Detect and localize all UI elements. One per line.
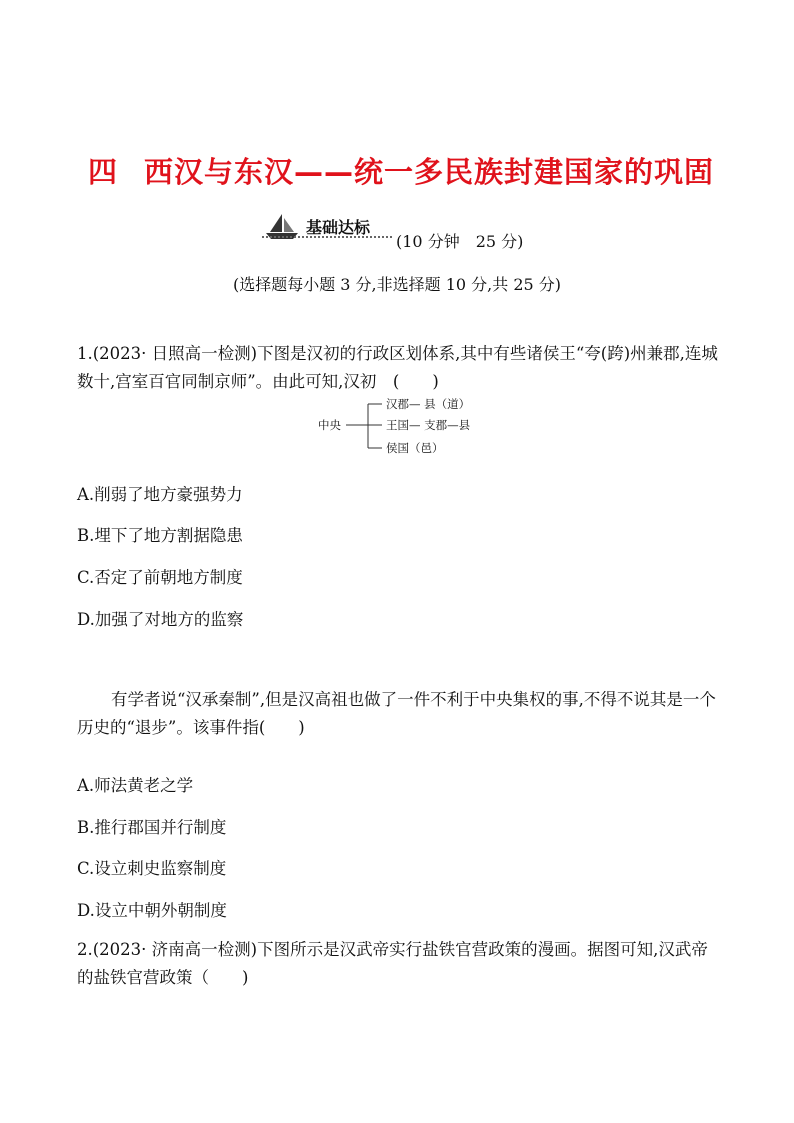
question-1-stem: 1.(2023· 日照高一检测)下图是汉初的行政区划体系,其中有些诸侯王“夸(跨)州兼郡,连城数十,宫室百官同制京师”。由此可知,汉初 ( ) [77, 344, 718, 391]
diagram-branch-marquisate: 侯国（邑） [386, 441, 444, 455]
question-1b-option-b: B.推行郡国并行制度 [77, 818, 227, 837]
question-1-option-d: D.加强了对地方的监察 [77, 610, 244, 629]
question-1-option-c: C.否定了前朝地方制度 [77, 568, 243, 587]
question-2-stem: 2.(2023· 济南高一检测)下图所示是汉武帝实行盐铁官营政策的漫画。据图可知,汉武帝的盐铁官营政策（ ) [77, 940, 708, 987]
section-underline [262, 236, 392, 238]
question-1b-option-c: C.设立刺史监察制度 [77, 859, 227, 878]
question-1-option-a: A.削弱了地方豪强势力 [77, 485, 243, 504]
question-1-option-b: B.埋下了地方割据隐患 [77, 526, 243, 545]
score-note: (选择题每小题 3 分,非选择题 10 分,共 25 分) [232, 275, 562, 294]
lesson-title-text: 西汉与东汉——统一多民族封建国家的巩固 [144, 155, 715, 189]
section-header [262, 212, 562, 252]
question-1b-option-a: A.师法黄老之学 [77, 776, 194, 795]
diagram-branch-kingdom: 王国— 支郡—县 [386, 418, 471, 432]
diagram-center: 中央 [318, 418, 341, 432]
question-1b-stem: 有学者说“汉承秦制”,但是汉高祖也做了一件不利于中央集权的事,不得不说其是一个历史的“退步”。该事件指( ) [77, 690, 716, 737]
question-1b-option-d: D.设立中朝外朝制度 [77, 901, 227, 920]
section-label: 基础达标 [306, 218, 371, 237]
lesson-title [88, 150, 714, 191]
section-time: (10 分钟 25 分) [396, 232, 524, 251]
diagram-branch-han-commandery: 汉郡— 县（道） [386, 397, 471, 411]
lesson-number: 四 [88, 155, 119, 189]
admin-hierarchy-diagram [316, 394, 506, 460]
